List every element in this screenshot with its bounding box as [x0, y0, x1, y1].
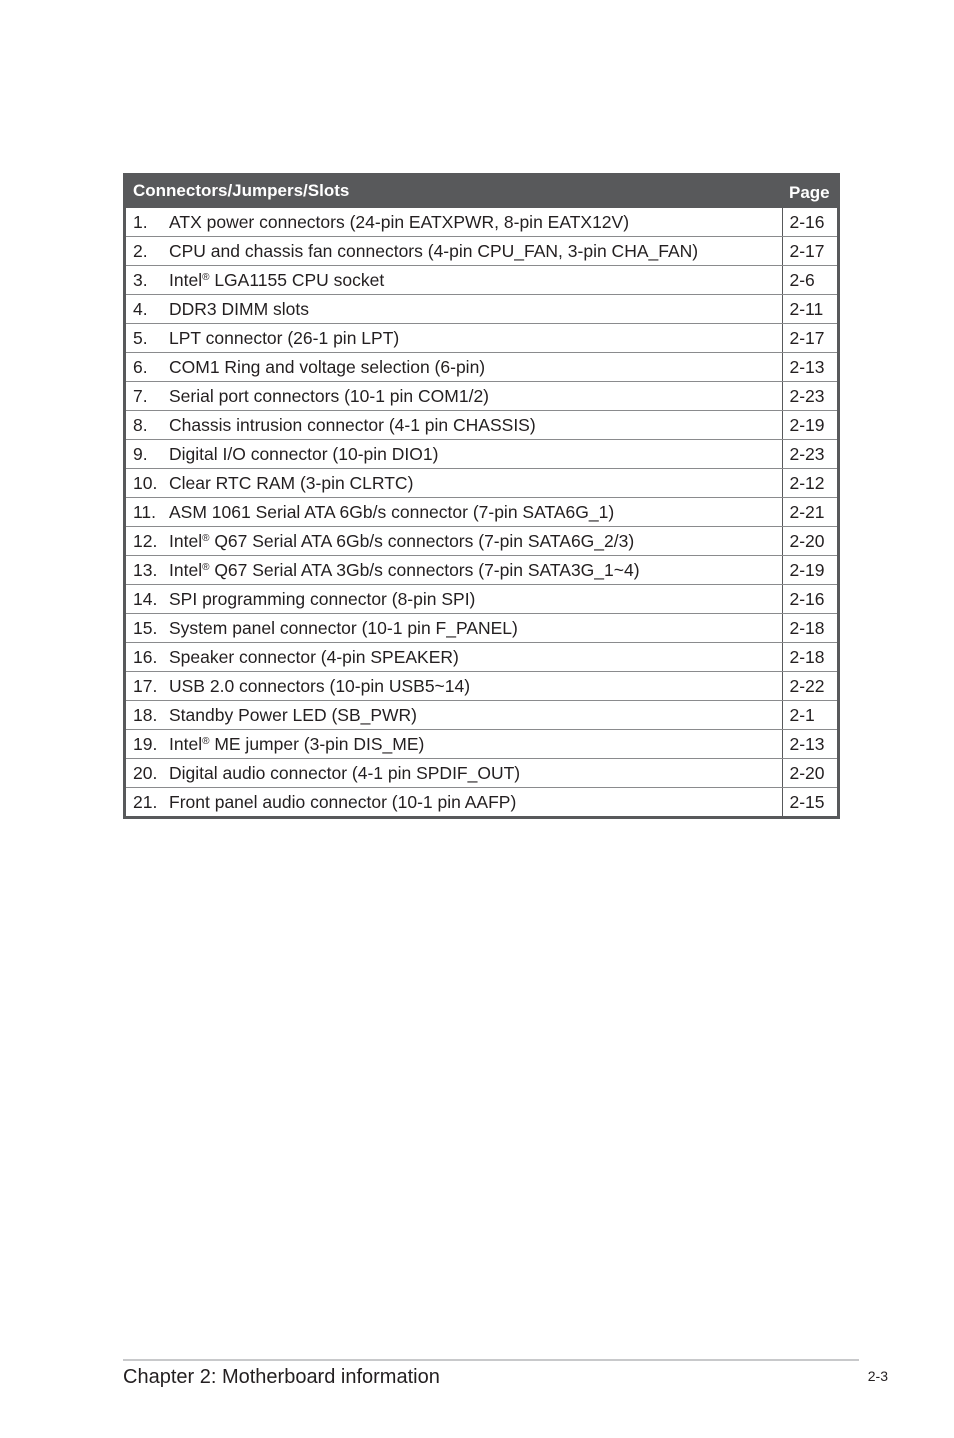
- table-row: [126, 730, 837, 759]
- table-header: [126, 173, 837, 208]
- table-header-row: [126, 173, 837, 208]
- connectors-table-frame: [123, 173, 840, 819]
- row-connector-name: Speaker connector (4-pin SPEAKER): [169, 643, 782, 672]
- table-body: [126, 208, 837, 816]
- row-number: 10.: [126, 469, 169, 498]
- row-number: 2.: [126, 237, 169, 266]
- row-connector-name: [169, 266, 782, 295]
- table-row: [126, 324, 837, 353]
- row-page-ref: 2-16: [782, 208, 837, 237]
- row-number: 4.: [126, 295, 169, 324]
- connector-description: Q67 Serial ATA 3Gb/s connectors (7-pin SATA3G_1~4): [209, 559, 640, 580]
- row-page-ref: 2-13: [782, 353, 837, 382]
- row-connector-name: COM1 Ring and voltage selection (6-pin): [169, 353, 782, 382]
- table-row: [126, 382, 837, 411]
- header-connectors: Connectors/Jumpers/Slots: [126, 173, 782, 208]
- row-number: 13.: [126, 556, 169, 585]
- registered-mark: ®: [202, 561, 210, 573]
- row-connector-name: [169, 730, 782, 759]
- row-page-ref: 2-12: [782, 469, 837, 498]
- table-row: [126, 527, 837, 556]
- row-connector-name: CPU and chassis fan connectors (4-pin CPU_FAN, 3-pin CHA_FAN): [169, 237, 782, 266]
- footer-divider: [123, 1359, 859, 1361]
- brand-name: Intel: [169, 530, 203, 551]
- table-row: [126, 585, 837, 614]
- row-connector-name: Front panel audio connector (10-1 pin AAFP): [169, 791, 517, 812]
- row-page-ref: 2-17: [782, 324, 837, 353]
- connector-description: ME jumper (3-pin DIS_ME): [209, 733, 425, 754]
- row-number: 15.: [126, 614, 169, 643]
- row-page-ref: 2-22: [782, 672, 837, 701]
- row-number: 14.: [126, 585, 169, 614]
- row-number: 3.: [126, 266, 169, 295]
- table-row: [126, 701, 837, 730]
- row-connector-name: DDR3 DIMM slots: [169, 295, 782, 324]
- table-row: [126, 788, 837, 817]
- table-row: [126, 353, 837, 382]
- row-number: 19.: [126, 730, 169, 759]
- table-row: [126, 237, 837, 266]
- row-connector-name: Chassis intrusion connector (4-1 pin CHASSIS): [169, 411, 782, 440]
- row-number: 9.: [126, 440, 169, 469]
- footer-page-number: 2-3: [867, 1368, 888, 1384]
- row-number: 18.: [126, 701, 169, 730]
- table-row: [126, 759, 837, 788]
- connector-description: Q67 Serial ATA 6Gb/s connectors (7-pin SATA6G_2/3): [209, 530, 635, 551]
- row-connector-name: [169, 527, 782, 556]
- row-page-ref: 2-19: [782, 556, 837, 585]
- row-number: 5.: [126, 324, 169, 353]
- row-connector-name: ASM 1061 Serial ATA 6Gb/s connector (7-pin SATA6G_1): [169, 498, 782, 527]
- row-page-ref: 2-18: [782, 643, 837, 672]
- row-page-ref: 2-20: [782, 527, 837, 556]
- table-row: [126, 440, 837, 469]
- table-row: [126, 411, 837, 440]
- row-page-ref: 2-20: [782, 759, 837, 788]
- row-connector-name: USB 2.0 connectors (10-pin USB5~14): [169, 672, 782, 701]
- row-connector-name: Digital I/O connector (10-pin DIO1): [169, 440, 782, 469]
- row-connector-name: LPT connector (26-1 pin LPT): [169, 324, 782, 353]
- table-row: [126, 643, 837, 672]
- brand-name: Intel: [169, 269, 203, 290]
- row-number: 17.: [126, 672, 169, 701]
- table-row: [126, 556, 837, 585]
- brand-name: Intel: [169, 733, 203, 754]
- table-row: [126, 498, 837, 527]
- row-page-ref: 2-15: [782, 788, 837, 817]
- row-number: 7.: [126, 382, 169, 411]
- row-page-ref: 2-23: [782, 440, 837, 469]
- row-number: 11.: [126, 498, 169, 527]
- registered-mark: ®: [202, 532, 210, 544]
- row-number: 8.: [126, 411, 169, 440]
- row-connector-name: Serial port connectors (10-1 pin COM1/2): [169, 382, 782, 411]
- row-number: 6.: [126, 353, 169, 382]
- table-row: [126, 208, 837, 237]
- row-connector-name: System panel connector (10-1 pin F_PANEL): [169, 614, 782, 643]
- table-row: [126, 614, 837, 643]
- table-row: [126, 295, 837, 324]
- row-number: 12.: [126, 527, 169, 556]
- row-connector-name: Digital audio connector (4-1 pin SPDIF_OUT): [169, 759, 782, 788]
- row-page-ref: 2-23: [782, 382, 837, 411]
- registered-mark: ®: [202, 735, 210, 747]
- row-page-ref: 2-19: [782, 411, 837, 440]
- row-page-ref: 2-21: [782, 498, 837, 527]
- row-connector-name: ATX power connectors (24-pin EATXPWR, 8-pin EATX12V): [169, 208, 782, 237]
- brand-name: Intel: [169, 559, 203, 580]
- footer-chapter-title: Chapter 2: Motherboard information: [123, 1366, 440, 1388]
- table-row: [126, 266, 837, 295]
- row-connector-name: [169, 556, 782, 585]
- row-page-ref: 2-16: [782, 585, 837, 614]
- row-number: 21.: [133, 791, 158, 812]
- row-page-ref: 2-18: [782, 614, 837, 643]
- row-page-ref: 2-13: [782, 730, 837, 759]
- table-row: [126, 672, 837, 701]
- header-page: Page: [782, 173, 837, 208]
- connectors-table: [126, 173, 837, 816]
- row-page-ref: 2-6: [782, 266, 837, 295]
- table-row: [126, 469, 837, 498]
- row-page-ref: 2-17: [782, 237, 837, 266]
- row-number: 20.: [126, 759, 169, 788]
- registered-mark: ®: [202, 271, 210, 283]
- row-page-ref: 2-11: [782, 295, 837, 324]
- row-connector-name: Standby Power LED (SB_PWR): [169, 701, 782, 730]
- row-connector-name: Clear RTC RAM (3-pin CLRTC): [169, 469, 782, 498]
- connector-description: LGA1155 CPU socket: [209, 269, 385, 290]
- row-number: 1.: [126, 208, 169, 237]
- row-connector-name: SPI programming connector (8-pin SPI): [169, 585, 782, 614]
- row-page-ref: 2-1: [782, 701, 837, 730]
- row-number: 16.: [126, 643, 169, 672]
